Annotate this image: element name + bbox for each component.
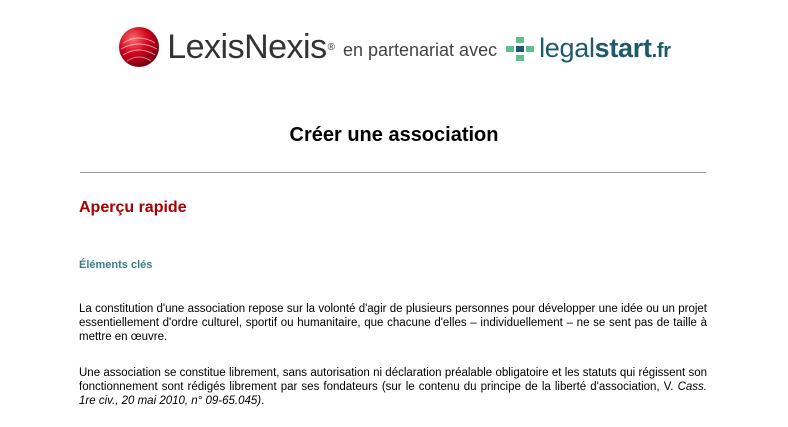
lexisnexis-sphere-icon	[117, 25, 161, 69]
title-divider	[80, 172, 706, 173]
paragraph-2-citation: Cass. 1re civ., 20 mai 2010, n° 09-65.045)	[79, 381, 707, 407]
lexisnexis-brand-name: LexisNexis	[167, 27, 327, 66]
paragraph-1: La constitution d'une association repose sur la volonté d'agir de plusieurs personnes pour développer une idée ou un projet essentiellement d'ordre culturel, sportif ou humanitaire, que chacune d'elles – individuellement – ne se sent pas de taille à mettre en œuvre.	[79, 303, 707, 343]
document-title: Créer une association	[289, 124, 499, 146]
registered-mark: ®	[327, 41, 335, 53]
section-title: Aperçu rapide	[79, 199, 187, 216]
legalstart-brand-light: legal	[539, 32, 595, 63]
partner-text: en partenariat avec	[342, 39, 498, 60]
legalstart-brand-bold: start	[594, 32, 652, 63]
subsection-title: Éléments clés	[79, 259, 153, 271]
paragraph-2-text: Une association se constitue librement, sans autorisation ni déclaration préalable obligatoire et les statuts qui régissent son fonctionnement sont rédigés librement par ses fondateurs (sur le contenu du principe de la liberté d'association, V.	[79, 367, 707, 393]
legalstart-brand-name	[539, 33, 671, 64]
header-logos	[0, 20, 788, 74]
paragraph-2	[79, 366, 707, 408]
legalstart-cross-icon	[505, 36, 535, 62]
paragraph-2-end: .	[261, 395, 265, 407]
legalstart-brand-tld: .fr	[651, 39, 671, 62]
